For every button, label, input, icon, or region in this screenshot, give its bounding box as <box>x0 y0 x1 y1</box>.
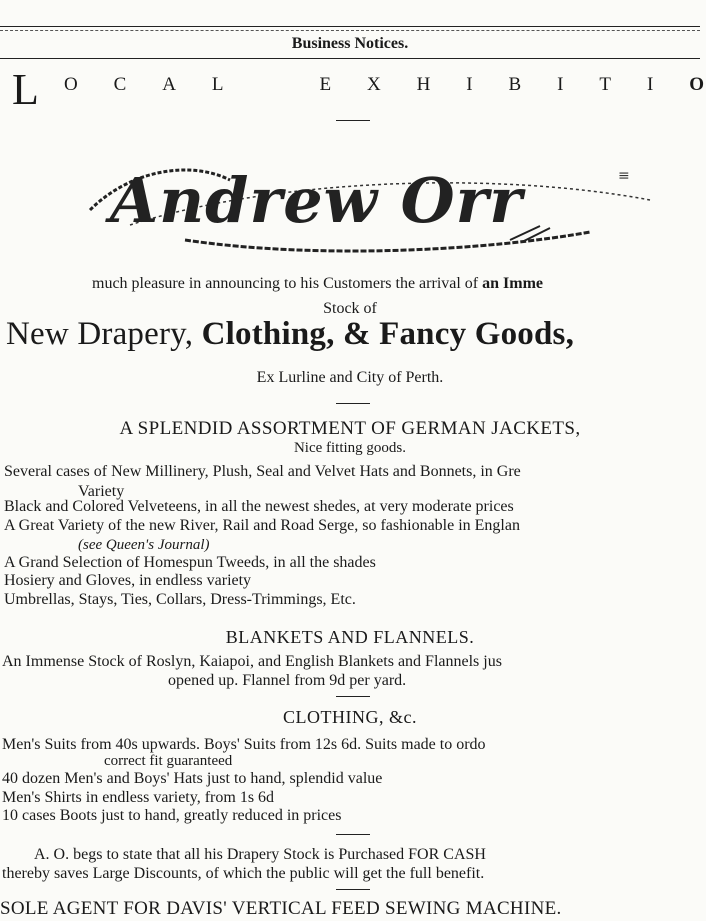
divider-dash <box>336 889 370 890</box>
local-exhibition-heading <box>12 65 704 114</box>
list-item: A Grand Selection of Homespun Tweeds, in all the shades <box>4 554 376 571</box>
signature-text: Andrew Orr <box>110 164 523 237</box>
list-item: Several cases of New Millinery, Plush, Seal and Velvet Hats and Bonnets, in Gre <box>4 463 521 480</box>
divider-dash <box>336 403 370 404</box>
footer-agent-line: SOLE AGENT FOR DAVIS' VERTICAL FEED SEWING MACHINE. <box>0 898 562 919</box>
blankets-line-2: opened up. Flannel from 9d per yard. <box>168 672 407 689</box>
clothing-line: correct fit guaranteed <box>104 753 233 769</box>
clothing-heading: CLOTHING, &c. <box>283 707 417 727</box>
main-title: New Drapery, Clothing, & Fancy Goods, <box>6 316 575 352</box>
divider-dash <box>336 120 370 121</box>
section-heading: Business Notices. <box>291 35 409 52</box>
drop-cap-letter: L <box>12 65 39 114</box>
top-rule <box>0 26 700 31</box>
intro-line-2: Stock of <box>323 300 377 317</box>
spaced-letters: O C A L E X H I B I T I O <box>64 74 704 95</box>
blankets-heading: BLANKETS AND FLANNELS. <box>225 627 475 647</box>
divider-dash <box>336 696 370 697</box>
clothing-line: 10 cases Boots just to hand, greatly reduced in prices <box>2 807 342 824</box>
list-item: Hosiery and Gloves, in endless variety <box>4 572 252 589</box>
clothing-line: 40 dozen Men's and Boys' Hats just to hand, splendid value <box>2 770 383 787</box>
list-item: A Great Variety of the new River, Rail and Road Serge, so fashionable in Englan <box>4 517 520 534</box>
svg-text:≡: ≡ <box>618 168 630 184</box>
list-item: Black and Colored Velveteens, in all the newest shedes, at very moderate prices <box>4 498 514 515</box>
cash-line-2: thereby saves Large Discounts, of which the public will get the full benefit. <box>2 865 485 882</box>
list-item: Umbrellas, Stays, Ties, Collars, Dress-Trimmings, Etc. <box>4 591 356 608</box>
blankets-line-1: An Immense Stock of Roslyn, Kaiapoi, and English Blankets and Flannels jus <box>2 653 502 670</box>
cash-line-1: A. O. begs to state that all his Drapery Stock is Purchased FOR CASH <box>34 846 486 863</box>
list-item: Variety <box>78 483 125 500</box>
signature-svg <box>70 140 690 270</box>
list-item: (see Queen's Journal) <box>78 537 210 553</box>
header-divider <box>0 58 700 59</box>
divider-dash <box>336 834 370 835</box>
intro-line-1: much pleasure in announcing to his Customers the arrival of an Imme <box>92 275 544 292</box>
clothing-line: Men's Suits from 40s upwards. Boys' Suits from 12s 6d. Suits made to ordo <box>2 736 486 753</box>
jackets-subline: Nice fitting goods. <box>293 440 407 456</box>
clothing-line: Men's Shirts in endless variety, from 1s 6d <box>2 789 275 806</box>
title-subtitle: Ex Lurline and City of Perth. <box>256 369 444 386</box>
jackets-heading: A SPLENDID ASSORTMENT OF GERMAN JACKETS, <box>119 418 581 439</box>
signature-graphic <box>70 140 690 270</box>
